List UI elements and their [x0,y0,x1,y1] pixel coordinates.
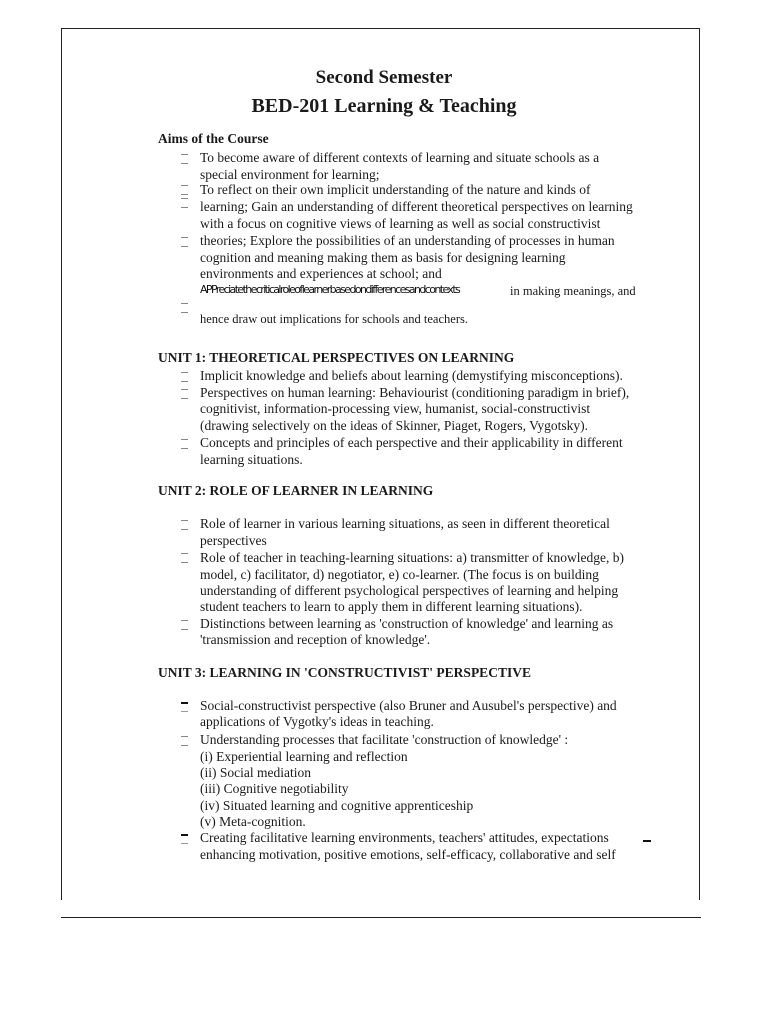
bullet-marker [181,439,188,449]
unit3-line: applications of Vygotky's ideas in teaching. [200,714,434,729]
unit3-heading: UNIT 3: LEARNING IN 'CONSTRUCTIVIST' PERSPECTIVE [158,665,531,680]
aims-line: special environment for learning; [200,167,380,182]
unit3-line: (v) Meta-cognition. [200,814,306,829]
unit2-line: model, c) facilitator, d) negotiator, e) co-learner. (The focus is on building [200,567,599,582]
unit2-heading: UNIT 2: ROLE OF LEARNER IN LEARNING [158,483,434,498]
bullet-marker [181,520,188,530]
bullet-marker [181,834,188,844]
unit1-line: Implicit knowledge and beliefs about learning (demystifying misconceptions). [200,368,623,383]
unit3-line: Understanding processes that facilitate 'construction of knowledge' : [200,732,569,747]
unit1-line: (drawing selectively on the ideas of Skinner, Piaget, Rogers, Vygotsky). [200,418,589,433]
unit3-line: (ii) Social mediation [200,765,311,780]
unit1-line: Concepts and principles of each perspective and their applicability in different [200,435,623,450]
unit1-line: learning situations. [200,452,303,467]
unit3-line: (iii) Cognitive negotiability [200,781,349,796]
bullet-marker [181,198,188,208]
semester-title: Second Semester [315,67,453,88]
unit3-line: enhancing motivation, positive emotions, self-efficacy, collaborative and self [200,847,616,862]
unit2-line: understanding of different psychological perspectives of learning and helping [200,583,619,598]
unit1-line: Perspectives on human learning: Behaviourist (conditioning paradigm in brief), [200,385,630,400]
footer-rule [61,917,701,918]
bullet-marker [181,237,188,247]
bullet-marker [181,154,188,164]
unit1-heading: UNIT 1: THEORETICAL PERSPECTIVES ON LEARNING [158,350,515,365]
unit2-line: perspectives [200,533,267,548]
bullet-marker [181,620,188,630]
unit3-line: Social-constructivist perspective (also Bruner and Ausubel's perspective) and [200,698,617,713]
overprinted-text: APPreciatethecriticalroleoflearnerbasedondifferencesandcontexts [200,283,460,296]
stray-mark [643,840,651,842]
unit2-line: 'transmission and reception of knowledge'. [200,632,431,647]
bullet-marker [181,736,188,746]
aims-line: in making meanings, and [510,284,636,298]
aims-line: To reflect on their own implicit understanding of the nature and kinds of [200,182,591,197]
bullet-marker [181,372,188,382]
aims-line: To become aware of different contexts of learning and situate schools as a [200,150,600,165]
bullet-marker [181,553,188,563]
unit3-line: (iv) Situated learning and cognitive apprenticeship [200,798,474,813]
aims-line: learning; Gain an understanding of different theoretical perspectives on learning [200,199,633,214]
unit1-line: cognitivist, information-processing view, humanist, social-constructivist [200,401,591,416]
unit3-line: (i) Experiential learning and reflection [200,749,408,764]
bullet-marker [181,389,188,399]
bullet-marker [181,702,188,712]
aims-line: with a focus on cognitive views of learning as well as social constructivist [200,216,601,231]
aims-line: theories; Explore the possibilities of an understanding of processes in human [200,233,615,248]
aims-line: hence draw out implications for schools and teachers. [200,312,468,326]
aims-line: environments and experiences at school; and [200,266,442,281]
bullet-marker [181,303,188,313]
unit2-line: Role of teacher in teaching-learning situations: a) transmitter of knowledge, b) [200,550,624,565]
unit2-line: Role of learner in various learning situations, as seen in different theoretical [200,516,610,531]
course-title: BED-201 Learning & Teaching [251,95,517,117]
unit3-line: Creating facilitative learning environments, teachers' attitudes, expectations [200,830,609,845]
aims-line: cognition and meaning making them as basis for designing learning [200,250,566,265]
bullet-marker [181,185,188,195]
unit2-line: Distinctions between learning as 'construction of knowledge' and learning as [200,616,614,631]
aims-heading: Aims of the Course [158,131,269,146]
unit2-line: student teachers to learn to apply them in different learning situations). [200,599,583,614]
